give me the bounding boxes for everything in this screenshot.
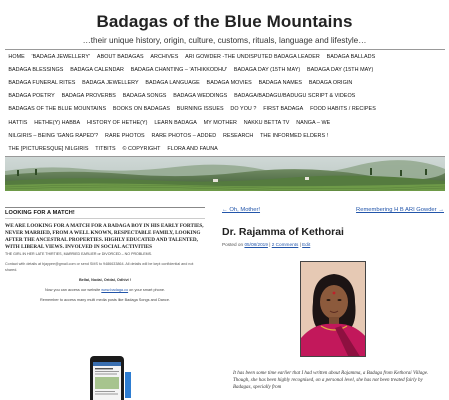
next-post-link[interactable]: Remembering H B ARI Gowder → [356, 207, 444, 213]
nav-row [5, 116, 445, 129]
nav-menu-item[interactable]: BADAGA PROVERBS [61, 93, 116, 100]
nav-row [5, 50, 445, 63]
nav-menu-item[interactable]: NANGA – WE [296, 119, 331, 126]
nav-menu-item[interactable]: NILGIRIS – BEING 'GANG RAPED'? [8, 132, 99, 139]
nav-menu-item[interactable]: RARE PHOTOS – ADDED [151, 132, 217, 139]
access-suffix: on your smart phone. [129, 288, 166, 292]
match-ad-headline: WE ARE LOOKING FOR A MATCH FOR A BADAGA BOY IN HIS EARLY FORTIES, NEVER MARRIED, FROM A WELL KNOWN, RESPECTABLE FAMILY, LOOKING AFTER THE ANCESTRAL PROPERTIES. HIGHLY EDUCATED AND TALENTED, WITH LIBERAL VIEWS. INVOLVED IN SOCIAL ACTIVITIES [5, 223, 204, 250]
match-ad-contact: Contact with details at bjaypee@gmail.com or send SMS to 9486633864. All details will be kept confidential and not shared. [5, 262, 194, 272]
sidebar [5, 207, 205, 303]
nav-menu-item[interactable]: THE INFORMED ELDERS ! [260, 132, 329, 139]
nav-menu-item[interactable]: BADAGA FUNERAL RITES [8, 79, 76, 86]
nav-row [5, 129, 445, 142]
nav-menu-item[interactable]: FIRST BADAGA [263, 106, 304, 113]
greeting [5, 278, 205, 283]
previous-post-link[interactable]: ← Oh, Mother! [222, 207, 261, 213]
woman-portrait-image [301, 262, 366, 357]
nav-row [5, 76, 445, 89]
greeting-text: Bellai, Nodai, Oridai, Odhivi ! [78, 278, 132, 282]
nav-menu-item[interactable]: ARCHIVES [150, 53, 179, 60]
smartphone-image [84, 354, 136, 400]
main-navigation [5, 49, 445, 157]
nav-menu-item[interactable]: BADAGA/BADAGU/BADUGU SCRIPT & VIDEOS [234, 93, 356, 100]
match-ad-note: THE GIRL IN HER LATE THIRTIES, MARRIED EARLIER or DIVORCED – NO PROBLEMS. [5, 252, 153, 256]
nav-menu-item[interactable]: ABOUT BADAGAS [96, 53, 144, 60]
nav-menu-item[interactable]: BOOKS ON BADAGAS [112, 106, 170, 113]
nav-menu-item[interactable]: THE [PICTURESQUE] NILGIRIS [8, 145, 89, 152]
nav-menu-item[interactable]: BADAGA DAY (15TH MAY) [233, 66, 301, 73]
nav-menu-item[interactable]: BADAGA LANGUAGE [145, 79, 200, 86]
nav-menu-item[interactable]: HOME [8, 53, 25, 60]
site-title[interactable]: Badagas of the Blue Mountains [96, 12, 353, 31]
nav-row [5, 142, 445, 155]
nav-menu-item[interactable]: BADAGA CHANTING – 'ATHIKKODHU' [130, 66, 228, 73]
edit-link[interactable]: Edit [302, 242, 311, 247]
nav-menu-item[interactable]: HATTIS [8, 119, 28, 126]
nav-menu-item[interactable]: BADAGAS OF THE BLUE MOUNTAINS [8, 106, 107, 113]
post-meta [222, 242, 444, 247]
widget-title: LOOKING FOR A MATCH! [5, 207, 205, 219]
comments-link[interactable]: 2 Comments [271, 242, 299, 247]
header-banner-image [5, 157, 445, 191]
remember-note: Remember to access many multi media posts like Badaga Songs and Dance. [39, 298, 170, 302]
post-title[interactable]: Dr. Rajamma of Kethorai [222, 226, 344, 238]
portrait-photo [300, 261, 366, 357]
nav-menu-item[interactable]: BADAGA NAMES [258, 79, 303, 86]
nav-menu-item[interactable]: 'BADAGA JEWELLERY' [31, 53, 91, 60]
post-content [222, 207, 444, 390]
nav-menu-item[interactable]: RESEARCH [222, 132, 254, 139]
post-body: It has been some time earlier that I had written about Rajamma, a Badaga from Kethorai Village. Though, she has been highly recognised, on a personal level, she has not been treated fairly by Badagas, specially from [233, 371, 429, 390]
nav-menu-item[interactable]: BADAGA JEWELLERY [82, 79, 139, 86]
nav-menu-item[interactable]: © COPYRIGHT [122, 145, 161, 152]
nav-row [5, 90, 445, 103]
nav-menu-item[interactable]: BURNING ISSUES [176, 106, 224, 113]
mobile-access-note [5, 288, 205, 293]
nav-menu-item[interactable]: BADAGA CALENDAR [70, 66, 124, 73]
posted-on-label: Posted on [222, 242, 244, 247]
nav-menu-item[interactable]: BADAGA BALLADS [326, 53, 376, 60]
nav-row [5, 103, 445, 116]
nav-menu-item[interactable]: LEARN BADAGA [154, 119, 197, 126]
nav-row [5, 63, 445, 76]
nav-menu-item[interactable]: FOOD HABITS / RECIPES [310, 106, 376, 113]
website-link[interactable]: www.badaga.co [101, 288, 129, 292]
nav-menu-item[interactable]: HISTORY OF HETHE(Y) [86, 119, 148, 126]
nav-menu-item[interactable]: ARI GOWDER -THE UNDISPUTED BADAGA LEADER [185, 53, 320, 60]
nav-menu-item[interactable]: BADAGA DAY (15TH MAY) [307, 66, 374, 73]
tea-estate-landscape [5, 157, 445, 191]
nav-menu-item[interactable]: FLORA AND FAUNA [167, 145, 218, 152]
meta-separator: | [299, 242, 301, 247]
nav-menu-item[interactable]: DO YOU ? [230, 106, 257, 113]
site-header [0, 0, 449, 50]
nav-menu-item[interactable]: RARE PHOTOS [105, 132, 145, 139]
nav-menu-item[interactable]: BADAGA MOVIES [206, 79, 252, 86]
post-date-link[interactable]: 05/08/2019 [244, 242, 268, 247]
nav-menu-item[interactable]: HETHE(Y) HABBA [34, 119, 81, 126]
nav-menu-item[interactable]: BADAGA ORIGIN [308, 79, 353, 86]
phone-icon [84, 354, 136, 400]
nav-menu-item[interactable]: BADAGA WEDDINGS [173, 93, 228, 100]
nav-menu-item[interactable]: NAKKU BETTA TV [243, 119, 290, 126]
site-description: …their unique history, origin, culture, customs, rituals, language and lifestyle… [82, 36, 367, 45]
nav-menu-item[interactable]: MY MOTHER [203, 119, 237, 126]
access-prefix: Now you can access our website [44, 288, 101, 292]
nav-menu-item[interactable]: BADAGA POETRY [8, 93, 55, 100]
post-navigation [222, 207, 444, 213]
nav-menu-item[interactable]: TITBITS [95, 145, 116, 152]
nav-menu-item[interactable]: BADAGA SONGS [122, 93, 167, 100]
nav-menu-item[interactable]: BADAGA BLESSINGS [8, 66, 64, 73]
meta-separator: | [269, 242, 271, 247]
